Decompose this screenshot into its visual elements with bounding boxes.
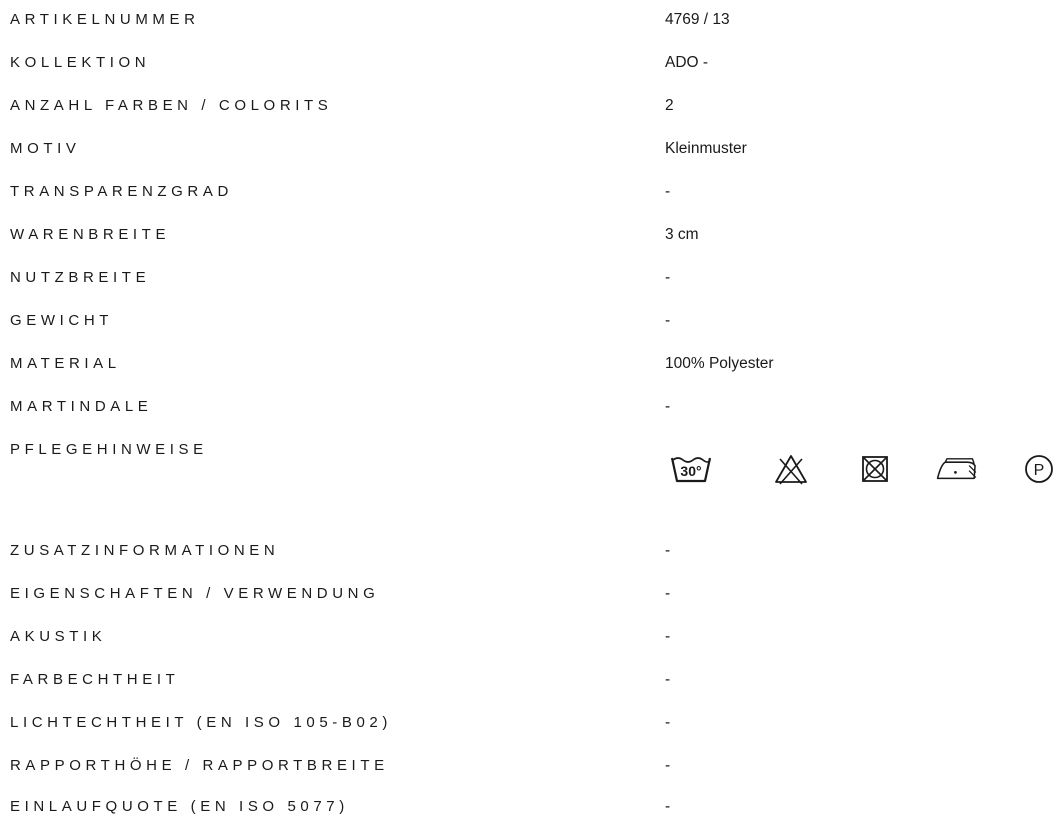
- dry-clean-p-icon: [1018, 451, 1060, 487]
- spec-label: AKUSTIK: [10, 628, 107, 645]
- spec-value: -: [665, 585, 671, 602]
- spec-label: KOLLEKTION: [10, 54, 151, 71]
- spec-value: -: [665, 183, 671, 200]
- spec-label: EIGENSCHAFTEN / VERWENDUNG: [10, 585, 380, 602]
- iron-low-icon: [935, 451, 981, 487]
- spec-value: -: [665, 312, 671, 329]
- spec-value: Kleinmuster: [665, 140, 747, 157]
- dry-clean-letter: P: [1033, 462, 1045, 479]
- wash-30-icon: [668, 451, 714, 487]
- spec-value: -: [665, 798, 671, 815]
- spec-label: ARTIKELNUMMER: [10, 11, 200, 28]
- spec-value: -: [665, 757, 671, 774]
- spec-label: GEWICHT: [10, 312, 114, 329]
- spec-label: FARBECHTHEIT: [10, 671, 180, 688]
- spec-label: MOTIV: [10, 140, 81, 157]
- spec-value: -: [665, 269, 671, 286]
- spec-value: 2: [665, 97, 674, 114]
- no-bleach-icon: [768, 451, 814, 487]
- spec-value: 4769 / 13: [665, 11, 730, 28]
- spec-label: MATERIAL: [10, 355, 121, 372]
- spec-label: MARTINDALE: [10, 398, 153, 415]
- wash-temp-text: 30°: [680, 463, 702, 479]
- spec-value: -: [665, 714, 671, 731]
- spec-label: NUTZBREITE: [10, 269, 151, 286]
- spec-label: WARENBREITE: [10, 226, 171, 243]
- care-label: PFLEGEHINWEISE: [10, 441, 208, 458]
- spec-value: 3 cm: [665, 226, 699, 243]
- spec-value: 100% Polyester: [665, 355, 774, 372]
- spec-label: EINLAUFQUOTE (EN ISO 5077): [10, 798, 349, 815]
- spec-value: -: [665, 542, 671, 559]
- spec-label: LICHTECHTHEIT (EN ISO 105-B02): [10, 714, 392, 731]
- spec-label: RAPPORTHÖHE / RAPPORTBREITE: [10, 757, 389, 774]
- no-tumble-dry-icon: [853, 451, 899, 487]
- spec-label: ZUSATZINFORMATIONEN: [10, 542, 280, 559]
- spec-label: TRANSPARENZGRAD: [10, 183, 233, 200]
- spec-value: -: [665, 398, 671, 415]
- spec-value: -: [665, 671, 671, 688]
- spec-value: -: [665, 628, 671, 645]
- spec-label: ANZAHL FARBEN / COLORITS: [10, 97, 333, 114]
- spec-value: ADO -: [665, 54, 709, 71]
